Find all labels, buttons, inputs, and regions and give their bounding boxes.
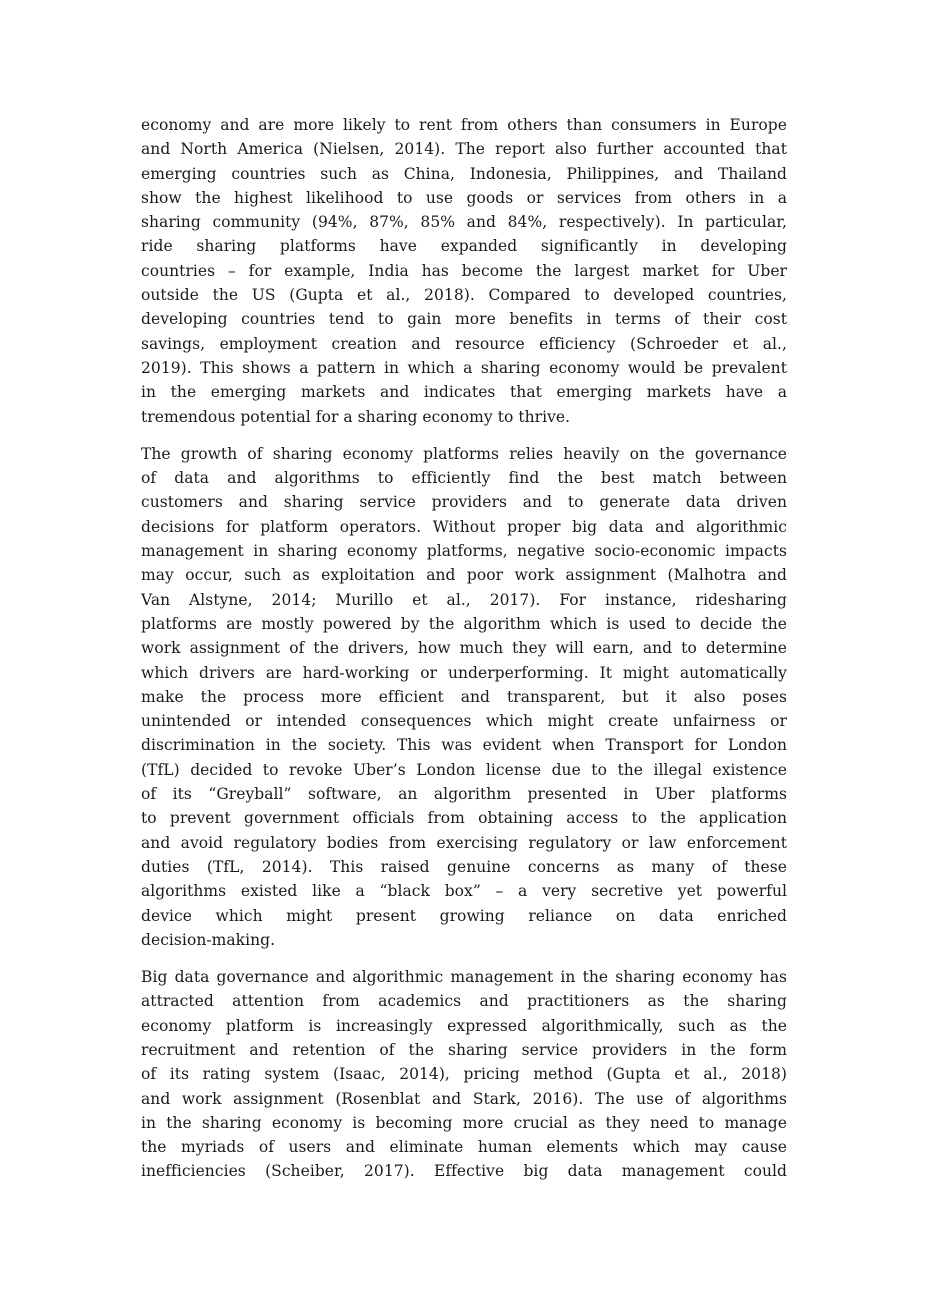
text-line: developing countries tend to gain more benefits in terms of their cost — [141, 310, 787, 329]
text-line: countries – for example, India has become the largest market for Uber — [141, 261, 787, 280]
text-line: of data and algorithms to efficiently find the best match between — [141, 469, 787, 488]
text-line: show the highest likelihood to use goods or services from others in a — [141, 188, 787, 207]
text-line: platforms are mostly powered by the algorithm which is used to decide the — [141, 614, 787, 633]
text-line: (TfL) decided to revoke Uber’s London license due to the illegal existence — [141, 760, 787, 779]
text-line: in the sharing economy is becoming more crucial as they need to manage — [141, 1113, 787, 1132]
text-line: which drivers are hard-working or underperforming. It might automatically — [141, 663, 787, 682]
text-line: ride sharing platforms have expanded significantly in developing — [141, 237, 787, 256]
text-line: duties (TfL, 2014). This raised genuine concerns as many of these — [141, 857, 787, 876]
text-line: to prevent government officials from obtaining access to the application — [141, 809, 787, 828]
text-line: The growth of sharing economy platforms relies heavily on the governance — [141, 444, 787, 463]
text-line: economy platform is increasingly expressed algorithmically, such as the — [141, 1016, 787, 1035]
text-line: algorithms existed like a “black box” – a very secretive yet powerful — [141, 882, 787, 901]
document-page — [141, 113, 787, 1197]
text-line: and work assignment (Rosenblat and Stark, 2016). The use of algorithms — [141, 1089, 787, 1108]
paragraph-1 — [141, 113, 787, 429]
text-line: outside the US (Gupta et al., 2018). Compared to developed countries, — [141, 286, 787, 305]
text-line: 2019). This shows a pattern in which a sharing economy would be prevalent — [141, 358, 787, 377]
text-line: the myriads of users and eliminate human elements which may cause — [141, 1138, 787, 1157]
text-line: of its rating system (Isaac, 2014), pricing method (Gupta et al., 2018) — [141, 1065, 787, 1084]
text-line: decision-making. — [141, 930, 276, 949]
text-line: device which might present growing reliance on data enriched — [141, 906, 787, 925]
text-line: work assignment of the drivers, how much they will earn, and to determine — [141, 639, 787, 658]
paragraph-3 — [141, 965, 787, 1184]
text-line: Van Alstyne, 2014; Murillo et al., 2017). For instance, ridesharing — [141, 590, 787, 609]
text-line: tremendous potential for a sharing economy to thrive. — [141, 407, 571, 426]
text-line: in the emerging markets and indicates that emerging markets have a — [141, 383, 787, 402]
text-line: decisions for platform operators. Without proper big data and algorithmic — [141, 517, 787, 536]
text-line: savings, employment creation and resource efficiency (Schroeder et al., — [141, 334, 787, 353]
text-line: emerging countries such as China, Indonesia, Philippines, and Thailand — [141, 164, 787, 183]
text-line: sharing community (94%, 87%, 85% and 84%, respectively). In particular, — [141, 213, 787, 232]
text-line: make the process more efficient and transparent, but it also poses — [141, 687, 787, 706]
text-line: customers and sharing service providers and to generate data driven — [141, 493, 787, 512]
text-line: recruitment and retention of the sharing service providers in the form — [141, 1040, 787, 1059]
text-line: Big data governance and algorithmic management in the sharing economy has — [141, 968, 787, 987]
text-line: economy and are more likely to rent from others than consumers in Europe — [141, 116, 787, 134]
text-line: and avoid regulatory bodies from exercising regulatory or law enforcement — [141, 833, 787, 852]
text-line: may occur, such as exploitation and poor work assignment (Malhotra and — [141, 566, 787, 585]
text-line: inefficiencies (Scheiber, 2017). Effective big data management could — [141, 1162, 787, 1181]
text-line: and North America (Nielsen, 2014). The report also further accounted that — [141, 140, 787, 159]
text-line: discrimination in the society. This was evident when Transport for London — [141, 736, 787, 755]
text-line: of its “Greyball” software, an algorithm presented in Uber platforms — [141, 785, 787, 804]
text-line: attracted attention from academics and practitioners as the sharing — [141, 992, 787, 1011]
text-line: unintended or intended consequences which might create unfairness or — [141, 712, 787, 731]
text-line: management in sharing economy platforms, negative socio-economic impacts — [141, 542, 787, 561]
paragraph-2 — [141, 442, 787, 952]
